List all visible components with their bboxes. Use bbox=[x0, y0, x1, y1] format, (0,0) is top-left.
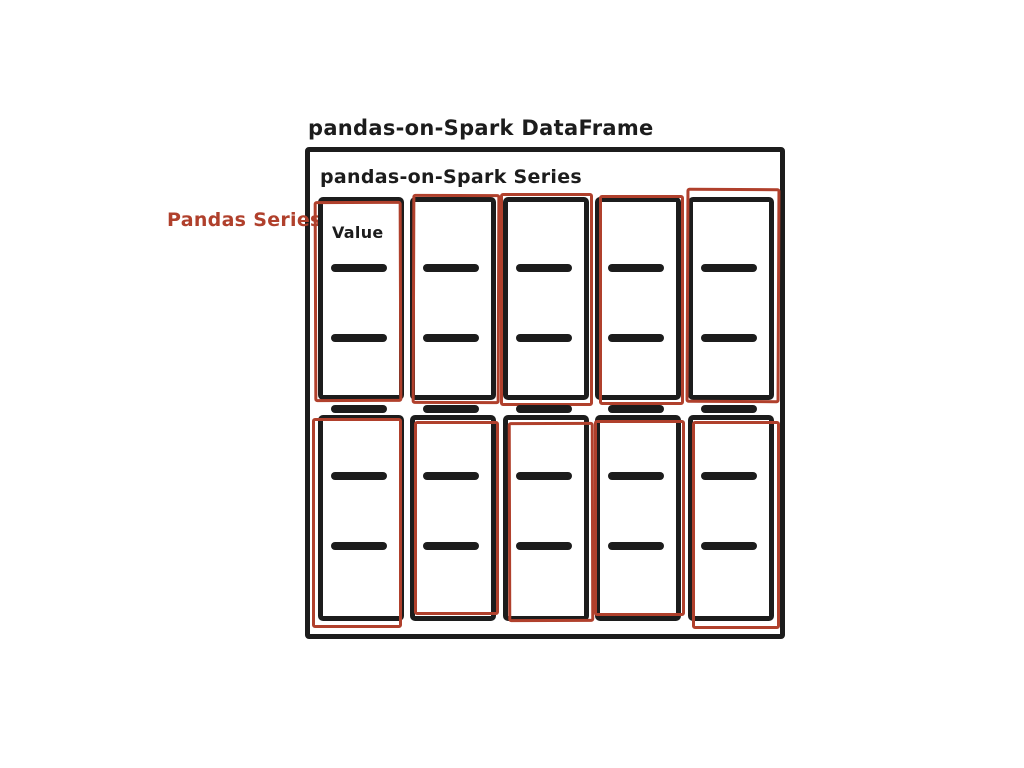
partition-box-top bbox=[503, 197, 589, 400]
row-placeholder bbox=[423, 472, 479, 480]
row-placeholder bbox=[331, 472, 387, 480]
row-placeholder bbox=[516, 264, 572, 272]
row-placeholder bbox=[331, 334, 387, 342]
row-placeholder bbox=[516, 334, 572, 342]
row-placeholder bbox=[608, 542, 664, 550]
row-placeholder bbox=[331, 542, 387, 550]
pandas-series-outline bbox=[599, 195, 684, 405]
row-placeholder bbox=[516, 405, 572, 413]
row-placeholder bbox=[701, 334, 757, 342]
dataframe-title: pandas-on-Spark DataFrame bbox=[308, 116, 654, 140]
pandas-series-outline bbox=[508, 422, 595, 622]
value-header: Value bbox=[332, 223, 384, 242]
series-column-3 bbox=[503, 197, 589, 621]
row-placeholder bbox=[608, 405, 664, 413]
series-title: pandas-on-Spark Series bbox=[320, 166, 583, 188]
pandas-series-outline bbox=[312, 418, 402, 628]
row-placeholder bbox=[423, 264, 479, 272]
pandas-series-label: Pandas Series bbox=[167, 209, 322, 231]
series-column-5 bbox=[688, 197, 774, 621]
series-column-2 bbox=[410, 197, 496, 621]
pandas-series-outline bbox=[414, 421, 499, 615]
row-placeholder bbox=[608, 264, 664, 272]
partition-box-top bbox=[595, 197, 681, 400]
row-placeholder bbox=[701, 264, 757, 272]
row-placeholder bbox=[331, 264, 387, 272]
partition-box-top bbox=[318, 197, 404, 400]
row-placeholder bbox=[701, 405, 757, 413]
row-placeholder bbox=[608, 472, 664, 480]
row-placeholder bbox=[701, 542, 757, 550]
pandas-series-outline bbox=[692, 421, 780, 629]
partition-box-bot bbox=[410, 415, 496, 621]
partition-box-bot bbox=[318, 415, 404, 621]
row-placeholder bbox=[608, 334, 664, 342]
row-placeholder bbox=[331, 405, 387, 413]
pandas-series-outline bbox=[686, 188, 781, 403]
series-column-4 bbox=[595, 197, 681, 621]
partition-box-top bbox=[410, 197, 496, 400]
partition-box-top bbox=[688, 197, 774, 400]
series-column-1 bbox=[318, 197, 404, 621]
pandas-series-outline bbox=[500, 193, 593, 406]
row-placeholder bbox=[701, 472, 757, 480]
partition-box-bot bbox=[688, 415, 774, 621]
row-placeholder bbox=[516, 472, 572, 480]
pandas-series-outline bbox=[412, 194, 501, 404]
row-placeholder bbox=[423, 542, 479, 550]
partition-box-bot bbox=[503, 415, 589, 621]
row-placeholder bbox=[423, 334, 479, 342]
pandas-series-outline bbox=[594, 420, 685, 616]
partition-box-bot bbox=[595, 415, 681, 621]
row-placeholder bbox=[516, 542, 572, 550]
row-placeholder bbox=[423, 405, 479, 413]
